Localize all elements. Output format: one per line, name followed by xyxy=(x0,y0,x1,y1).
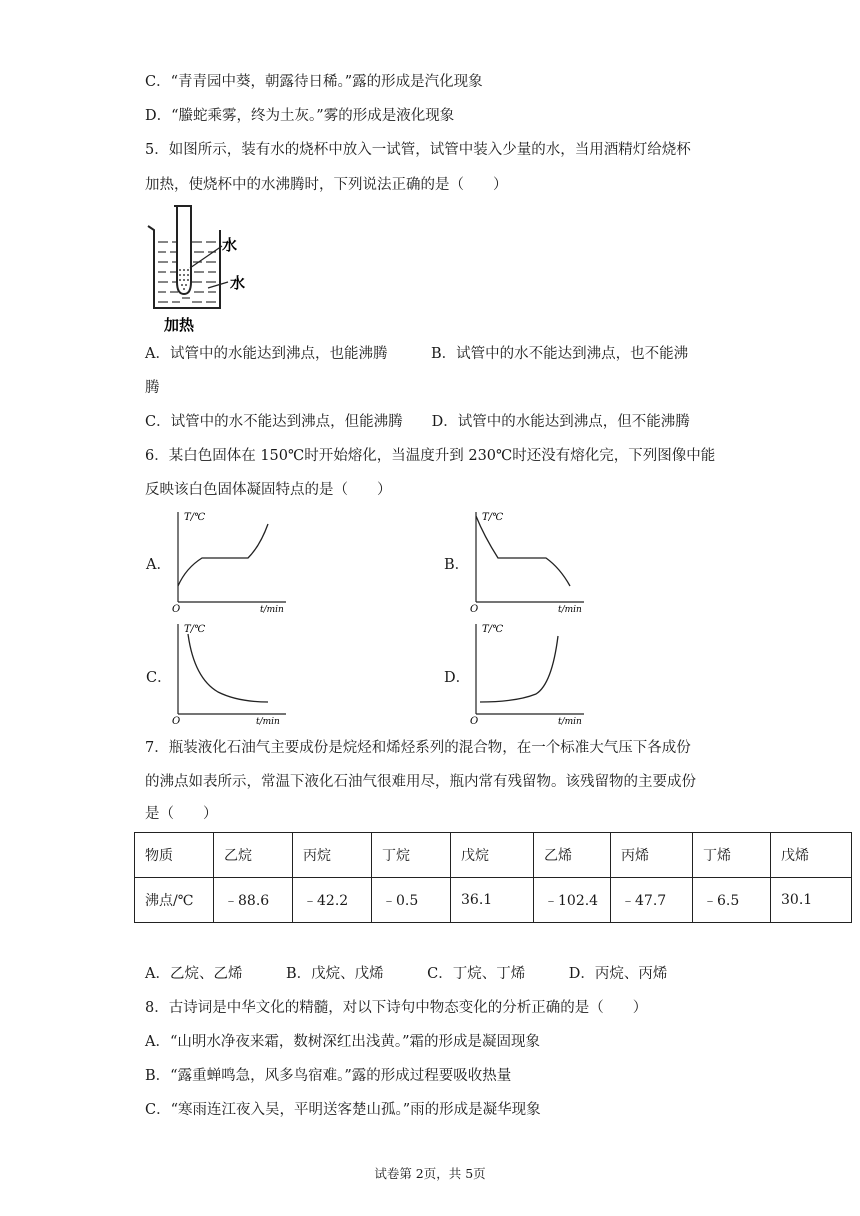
q7-options: A．乙烷、乙烯 B．戊烷、戊烯 C．丁烷、丁烯 D．丙烷、丙烯 xyxy=(145,966,668,982)
graph-c-xaxis: t/min xyxy=(256,717,280,726)
graph-a-xaxis: t/min xyxy=(260,605,284,614)
table-cell: ﹣88.6 xyxy=(214,878,293,923)
q7-stem-line3: 是（ ） xyxy=(145,806,218,822)
q8-option-a: A．“山明水净夜来霜，数树深红出浅黄。”霜的形成是凝固现象 xyxy=(145,1034,541,1050)
boiling-point-table xyxy=(134,832,852,923)
page-footer: 试卷第 2页，共 5页 xyxy=(374,1166,486,1181)
q8-stem: 8．古诗词是中华文化的精髓，对以下诗句中物态变化的分析正确的是（ ） xyxy=(145,1000,648,1016)
table-header-row xyxy=(135,833,852,878)
q6-stem-line1: 6．某白色固体在 150℃时开始熔化，当温度升到 230℃时还没有熔化完，下列图像中能 xyxy=(145,448,716,464)
graph-d xyxy=(466,618,596,726)
graph-a-yaxis: T/℃ xyxy=(184,512,206,523)
graph-b-label: B． xyxy=(444,557,470,573)
table-cell: 36.1 xyxy=(451,878,534,923)
table-cell: 乙烷 xyxy=(214,833,293,878)
q7-stem-line2: 的沸点如表所示，常温下液化石油气很难用尽，瓶内常有残留物。该残留物的主要成份 xyxy=(145,774,696,790)
graph-a-origin: O xyxy=(172,604,181,614)
q5-stem-line2: 加热，使烧杯中的水沸腾时，下列说法正确的是（ ） xyxy=(145,177,508,193)
q4-option-c: C．“青青园中葵，朝露待日稀。”露的形成是汽化现象 xyxy=(145,74,483,90)
q5-stem-line1: 5．如图所示，装有水的烧杯中放入一试管，试管中装入少量的水，当用酒精灯给烧杯 xyxy=(145,142,691,158)
table-cell: 乙烯 xyxy=(534,833,611,878)
graph-d-xaxis: t/min xyxy=(558,717,582,726)
table-cell: ﹣42.2 xyxy=(293,878,372,923)
graph-d-yaxis: T/℃ xyxy=(482,624,504,635)
graph-b-origin: O xyxy=(470,604,479,614)
graph-d-label: D． xyxy=(444,670,471,686)
beaker-test-tube-figure xyxy=(146,204,256,334)
table-cell: ﹣0.5 xyxy=(372,878,451,923)
q7-stem-line1: 7．瓶装液化石油气主要成份是烷烃和烯烃系列的混合物，在一个标准大气压下各成份 xyxy=(145,740,691,756)
table-cell: 丙烯 xyxy=(611,833,693,878)
graph-a-label: A． xyxy=(146,557,171,573)
q6-stem-line2: 反映该白色固体凝固特点的是（ ） xyxy=(145,482,392,498)
table-cell: 戊烷 xyxy=(451,833,534,878)
table-cell: ﹣102.4 xyxy=(534,878,611,923)
q5-options-cd: C．试管中的水不能达到沸点，但能沸腾 D．试管中的水能达到沸点，但不能沸腾 xyxy=(145,414,690,430)
label-heating: 加热 xyxy=(164,316,195,334)
table-cell: 丁烯 xyxy=(693,833,771,878)
label-beaker-water: 水 xyxy=(230,274,246,292)
q8-option-b: B．“露重蝉鸣急，风多鸟宿难。”露的形成过程要吸收热量 xyxy=(145,1068,512,1084)
q5-options-ab: A．试管中的水能达到沸点，也能沸腾 B．试管中的水不能达到沸点，也不能沸 xyxy=(145,346,689,362)
graph-c-origin: O xyxy=(172,716,181,726)
table-cell: 30.1 xyxy=(771,878,852,923)
table-cell: 物质 xyxy=(135,833,214,878)
table-cell: 丙烷 xyxy=(293,833,372,878)
table-cell: 戊烯 xyxy=(771,833,852,878)
graph-c-label: C． xyxy=(146,670,172,686)
q8-option-c: C．“寒雨连江夜入吴，平明送客楚山孤。”雨的形成是凝华现象 xyxy=(145,1102,541,1118)
graph-b-yaxis: T/℃ xyxy=(482,512,504,523)
table-row xyxy=(135,878,852,923)
graph-d-origin: O xyxy=(470,716,479,726)
graph-a xyxy=(168,506,298,614)
table-cell: ﹣6.5 xyxy=(693,878,771,923)
table-cell: ﹣47.7 xyxy=(611,878,693,923)
graph-c xyxy=(168,618,298,726)
table-cell: 沸点/℃ xyxy=(135,878,214,923)
label-tube-water: 水 xyxy=(222,236,238,254)
graph-c-yaxis: T/℃ xyxy=(184,624,206,635)
q4-option-d: D．“螣蛇乘雾，终为土灰。”雾的形成是液化现象 xyxy=(145,108,455,124)
table-cell: 丁烷 xyxy=(372,833,451,878)
q5-options-ab-cont: 腾 xyxy=(145,380,160,396)
graph-b-xaxis: t/min xyxy=(558,605,582,614)
graph-b xyxy=(466,506,596,614)
